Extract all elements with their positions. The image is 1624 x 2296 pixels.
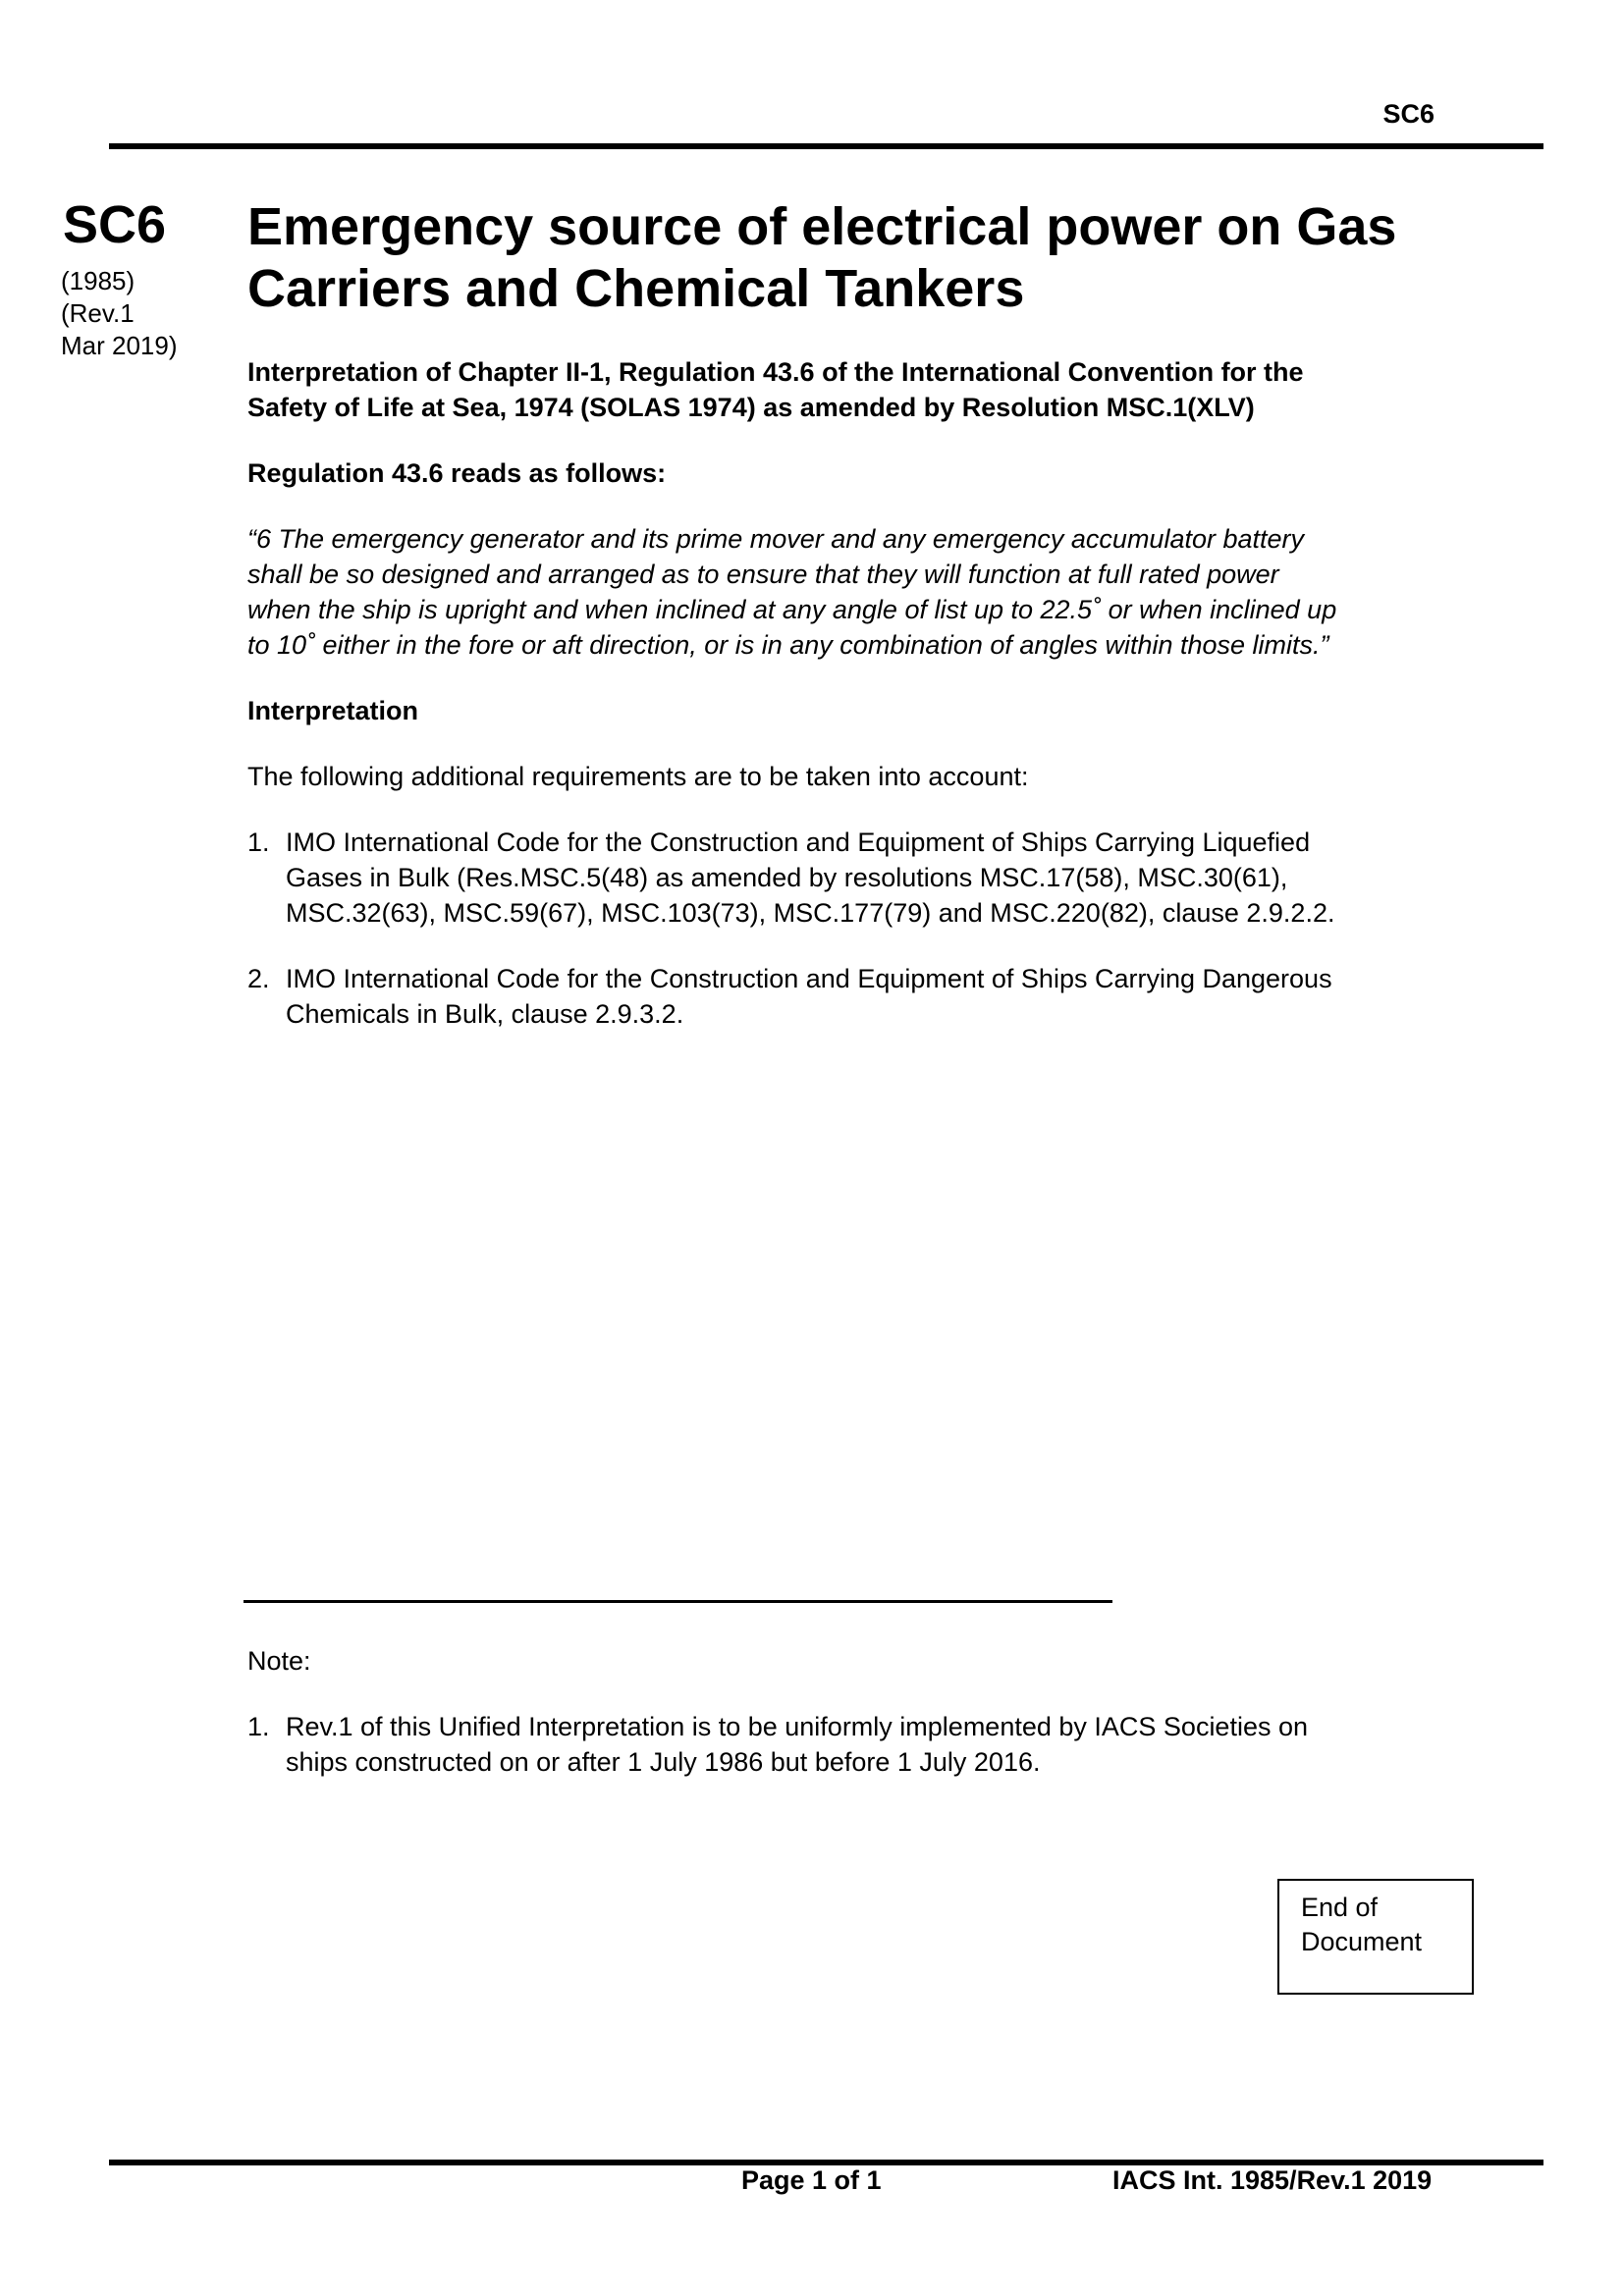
footer-page-number: Page 1 of 1 (741, 2165, 882, 2195)
header-rule (109, 143, 1543, 149)
interpretation-scope (247, 354, 1524, 425)
list-item-line: Chemicals in Bulk, clause 2.9.3.2. (286, 999, 684, 1029)
quote-line: shall be so designed and arranged as to ensure that they will function at full rated power (247, 560, 1279, 589)
notes-section (247, 1643, 1524, 1780)
header-document-code: SC6 (1382, 99, 1435, 129)
list-item-line: IMO International Code for the Construction and Equipment of Ships Carrying Dangerous (286, 964, 1332, 993)
page-title (247, 196, 1524, 320)
quote-line: when the ship is upright and when inclined at any angle of list up to 22.5˚ or when inclined up (247, 595, 1337, 624)
list-item-number: 1. (247, 1712, 270, 1741)
note-label: Note: (247, 1646, 311, 1676)
list-item (247, 1709, 1524, 1780)
end-of-document-box (1277, 1879, 1474, 1995)
interpretation-heading: Interpretation (247, 696, 419, 725)
intro-line: Interpretation of Chapter II-1, Regulation 43.6 of the International Convention for the (247, 357, 1304, 387)
list-item-line: ships constructed on or after 1 July 1986 but before 1 July 2016. (286, 1747, 1041, 1777)
sidebar-document-code: SC6 (63, 195, 167, 254)
list-item-line: MSC.32(63), MSC.59(67), MSC.103(73), MSC.177(79) and MSC.220(82), clause 2.9.2.2. (286, 898, 1335, 928)
footer-reference: IACS Int. 1985/Rev.1 2019 (1112, 2165, 1433, 2195)
list-item-number: 1. (247, 828, 270, 857)
end-box-line: End of (1301, 1893, 1379, 1922)
interpretation-lead: The following additional requirements are to be taken into account: (247, 762, 1029, 791)
list-item-line: Gases in Bulk (Res.MSC.5(48) as amended by resolutions MSC.17(58), MSC.30(61), (286, 863, 1288, 892)
quote-line: “6 The emergency generator and its prime mover and any emergency accumulator battery (247, 524, 1305, 554)
list-item (247, 825, 1524, 931)
requirements-list (247, 825, 1524, 1032)
sidebar-meta-line: (1985) (61, 266, 135, 295)
list-item-line: Rev.1 of this Unified Interpretation is to be uniformly implemented by IACS Societies on (286, 1712, 1309, 1741)
title-line: Emergency source of electrical power on Gas (247, 197, 1397, 256)
list-item (247, 961, 1524, 1032)
regulation-heading: Regulation 43.6 reads as follows: (247, 458, 667, 488)
list-item-line: IMO International Code for the Construction and Equipment of Ships Carrying Liquefied (286, 828, 1311, 857)
end-box-line: Document (1301, 1927, 1423, 1956)
sidebar-meta-line: (Rev.1 (61, 298, 135, 328)
title-line: Carriers and Chemical Tankers (247, 259, 1025, 318)
intro-line: Safety of Life at Sea, 1974 (SOLAS 1974) as amended by Resolution MSC.1(XLV) (247, 393, 1255, 422)
notes-list (247, 1709, 1524, 1780)
list-item-number: 2. (247, 964, 270, 993)
sidebar-revision-info (61, 265, 178, 362)
footnote-separator (244, 1600, 1112, 1603)
document-body (247, 354, 1524, 1032)
regulation-quote (247, 521, 1524, 663)
sidebar-meta-line: Mar 2019) (61, 331, 178, 360)
quote-line: to 10˚ either in the fore or aft direction, or is in any combination of angles within those limits.” (247, 630, 1329, 660)
